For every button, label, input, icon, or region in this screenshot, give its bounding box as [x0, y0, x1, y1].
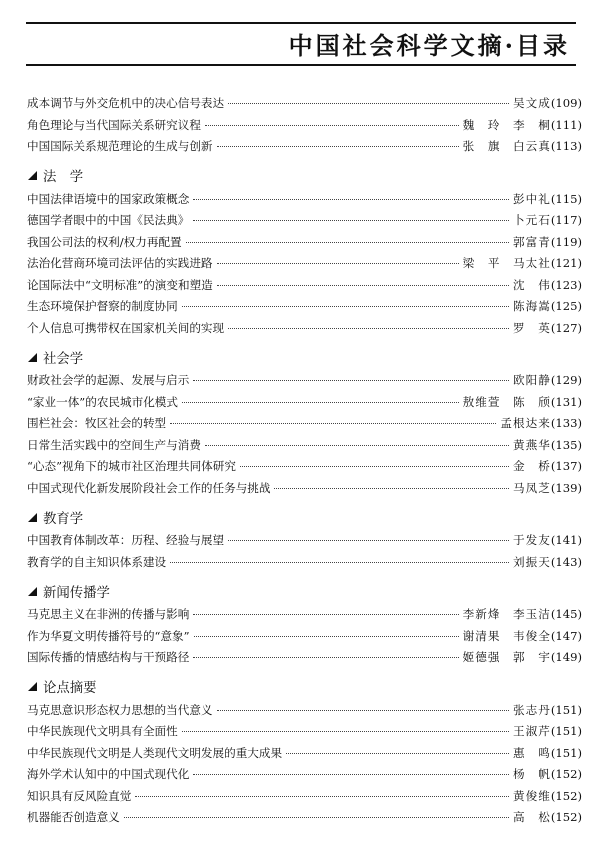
- entry-page: (117): [550, 213, 582, 227]
- entry-authors: 谢清果 韦俊全: [462, 628, 551, 643]
- triangle-icon: [28, 171, 37, 180]
- entry-title: 中国教育体制改革：历程、经验与展望: [27, 533, 225, 547]
- dot-leader: [135, 796, 509, 797]
- dot-leader: [274, 488, 509, 489]
- entry-page: (152): [550, 788, 582, 803]
- entry-title: 中国国际关系规范理论的生成与创新: [27, 139, 213, 153]
- toc-entry[interactable]: [27, 232, 582, 254]
- toc-entry[interactable]: [27, 370, 582, 392]
- toc-entry[interactable]: [27, 392, 582, 414]
- section-name: 教育学: [43, 511, 84, 527]
- entry-page: (123): [550, 277, 582, 292]
- section-name: 论点摘要: [43, 681, 97, 696]
- entry-authors: 梁 平 马太社: [462, 256, 551, 270]
- entry-authors: 金 桥: [513, 459, 551, 473]
- entry-title: 生态环境保护督察的制度协同: [27, 299, 178, 313]
- entry-title: 知识具有反风险直觉: [27, 788, 132, 803]
- entry-authors: 魏 玲 李 桐: [462, 117, 551, 132]
- entry-authors: 张志丹: [513, 702, 551, 717]
- entry-page: (121): [550, 256, 582, 270]
- entry-title: 国际传播的情感结构与干预路径: [27, 650, 190, 664]
- entry-page: (141): [550, 533, 582, 547]
- toc-entry[interactable]: [27, 807, 582, 829]
- toc-entry[interactable]: [27, 210, 582, 232]
- entry-page: (151): [550, 724, 582, 738]
- dot-leader: [193, 657, 458, 658]
- section-heading: [27, 675, 582, 699]
- toc-entry[interactable]: [27, 275, 582, 297]
- toc-entry[interactable]: [27, 647, 582, 669]
- entry-authors: 郭富青: [513, 234, 551, 249]
- entry-title: 马克思主义在非洲的传播与影响: [27, 607, 190, 621]
- toc-entry[interactable]: [27, 413, 582, 435]
- dot-leader: [193, 380, 509, 381]
- dot-leader: [205, 125, 459, 126]
- section-name: 新闻传播学: [43, 585, 110, 601]
- section-name: 法 学: [43, 170, 84, 185]
- toc-entry[interactable]: [27, 478, 582, 500]
- entry-page: (143): [550, 554, 582, 569]
- toc-entry[interactable]: [27, 743, 582, 765]
- entry-page: (119): [550, 234, 582, 249]
- dot-leader: [193, 614, 458, 615]
- entry-page: (151): [550, 745, 582, 760]
- toc-entry[interactable]: [27, 253, 582, 275]
- toc-entry[interactable]: [27, 721, 582, 743]
- entry-page: (152): [550, 767, 582, 781]
- entry-page: (147): [550, 628, 582, 643]
- toc-entry[interactable]: [27, 296, 582, 318]
- dot-leader: [217, 263, 459, 264]
- dot-leader: [205, 445, 509, 446]
- entry-title: 中华民族现代文明是人类现代文明发展的重大成果: [27, 745, 283, 760]
- dot-leader: [182, 731, 509, 732]
- entry-authors: 孟根达来: [500, 416, 551, 430]
- entry-authors: 刘振天: [513, 554, 551, 569]
- entry-authors: 吴文成: [513, 96, 551, 110]
- toc-entry[interactable]: [27, 136, 582, 158]
- triangle-icon: [28, 353, 37, 362]
- entry-page: (109): [550, 96, 582, 110]
- entry-authors: 沈 伟: [513, 277, 551, 292]
- entry-page: (113): [550, 139, 582, 153]
- entry-authors: 欧阳静: [513, 373, 551, 387]
- dot-leader: [170, 423, 496, 424]
- section-heading: [27, 505, 582, 529]
- entry-title: 中国法律语境中的国家政策概念: [27, 191, 190, 206]
- entry-authors: 张 旗 白云真: [462, 139, 551, 153]
- section-heading: [27, 579, 582, 603]
- entry-authors: 卜元石: [513, 213, 551, 227]
- dot-leader: [124, 817, 509, 818]
- page-header: [26, 22, 576, 66]
- entry-title: 个人信息可携带权在国家机关间的实现: [27, 320, 225, 335]
- entry-authors: 陈海嵩: [513, 299, 551, 313]
- section-heading: [27, 345, 582, 369]
- entry-title: 成本调节与外交危机中的决心信号表达: [27, 96, 225, 110]
- entry-title: 我国公司法的权利/权力再配置: [27, 234, 182, 249]
- entry-title: 角色理论与当代国际关系研究议程: [27, 117, 201, 132]
- dot-leader: [194, 636, 459, 637]
- entry-title: 马克思意识形态权力思想的当代意义: [27, 702, 213, 717]
- dot-leader: [240, 466, 509, 467]
- entry-page: (145): [550, 607, 582, 621]
- toc-entry[interactable]: [27, 189, 582, 211]
- entry-page: (137): [550, 459, 582, 473]
- entry-authors: 彭中礼: [513, 191, 551, 206]
- entry-title: 教育学的自主知识体系建设: [27, 554, 167, 569]
- toc-entry[interactable]: [27, 626, 582, 648]
- entry-page: (125): [550, 299, 582, 313]
- entry-authors: 黄俊维: [513, 788, 551, 803]
- entry-title: 法治化营商环境司法评估的实践进路: [27, 256, 213, 270]
- entry-page: (149): [550, 650, 582, 664]
- entry-authors: 于发友: [513, 533, 551, 547]
- entry-title: 中华民族现代文明具有全面性: [27, 724, 178, 738]
- triangle-icon: [28, 513, 37, 522]
- dot-leader: [286, 753, 509, 754]
- dot-leader: [182, 402, 459, 403]
- section-name: 社会学: [43, 351, 84, 367]
- dot-leader: [217, 146, 459, 147]
- entry-authors: 李新烽 李玉洁: [462, 607, 551, 621]
- entry-authors: 黄燕华: [513, 437, 551, 452]
- triangle-icon: [28, 587, 37, 596]
- entry-title: 海外学术认知中的中国式现代化: [27, 767, 190, 781]
- toc-entry[interactable]: [27, 700, 582, 722]
- entry-authors: 杨 帆: [513, 767, 551, 781]
- entry-title: 围栏社会：牧区社会的转型: [27, 416, 167, 430]
- dot-leader: [228, 540, 509, 541]
- entry-title: 德国学者眼中的中国《民法典》: [27, 213, 190, 227]
- toc-entry[interactable]: [27, 764, 582, 786]
- entry-authors: 惠 鸣: [513, 745, 551, 760]
- toc-entry[interactable]: [27, 530, 582, 552]
- entry-page: (133): [550, 416, 582, 430]
- dot-leader: [228, 328, 509, 329]
- entry-authors: 王淑芹: [513, 724, 551, 738]
- toc-entry[interactable]: [27, 552, 582, 574]
- entry-page: (131): [550, 394, 582, 409]
- entry-title: 机器能否创造意义: [27, 810, 120, 824]
- entry-authors: 姬德强 郭 宇: [462, 650, 551, 664]
- dot-leader: [228, 103, 509, 104]
- entry-title: “心态”视角下的城市社区治理共同体研究: [27, 459, 236, 473]
- dot-leader: [217, 285, 509, 286]
- entry-title: 中国式现代化新发展阶段社会工作的任务与挑战: [27, 480, 271, 495]
- toc-entry[interactable]: [27, 318, 582, 340]
- entry-page: (127): [550, 320, 582, 335]
- entry-title: 作为华夏文明传播符号的“意象”: [27, 628, 190, 643]
- dot-leader: [170, 562, 509, 563]
- entry-authors: 马凤芝: [513, 480, 551, 495]
- dot-leader: [182, 306, 509, 307]
- toc-entry[interactable]: [27, 435, 582, 457]
- dot-leader: [193, 774, 509, 775]
- section-heading: [27, 164, 582, 188]
- toc-entry[interactable]: [27, 456, 582, 478]
- entry-page: (111): [550, 117, 582, 132]
- entry-page: (115): [550, 191, 582, 206]
- dot-leader: [193, 199, 509, 200]
- entry-title: 财政社会学的起源、发展与启示: [27, 373, 190, 387]
- dot-leader: [217, 710, 510, 711]
- entry-title: 论国际法中“文明标准”的演变和塑造: [27, 277, 213, 292]
- dot-leader: [193, 220, 509, 221]
- toc-entry[interactable]: [27, 115, 582, 137]
- entry-page: (139): [550, 480, 582, 495]
- entry-authors: 罗 英: [513, 320, 551, 335]
- table-of-contents: [27, 93, 582, 829]
- page-title: 中国社会科学文摘·目录: [288, 31, 570, 60]
- entry-page: (152): [550, 810, 582, 824]
- entry-title: “家业一体”的农民城市化模式: [27, 394, 178, 409]
- triangle-icon: [28, 682, 37, 691]
- entry-page: (129): [550, 373, 582, 387]
- toc-entry[interactable]: [27, 93, 582, 115]
- entry-page: (151): [550, 702, 582, 717]
- dot-leader: [186, 242, 509, 243]
- entry-authors: 高 松: [513, 810, 551, 824]
- toc-entry[interactable]: [27, 604, 582, 626]
- entry-authors: 敖维萱 陈 颀: [462, 394, 551, 409]
- entry-page: (135): [550, 437, 582, 452]
- entry-title: 日常生活实践中的空间生产与消费: [27, 437, 201, 452]
- toc-entry[interactable]: [27, 786, 582, 808]
